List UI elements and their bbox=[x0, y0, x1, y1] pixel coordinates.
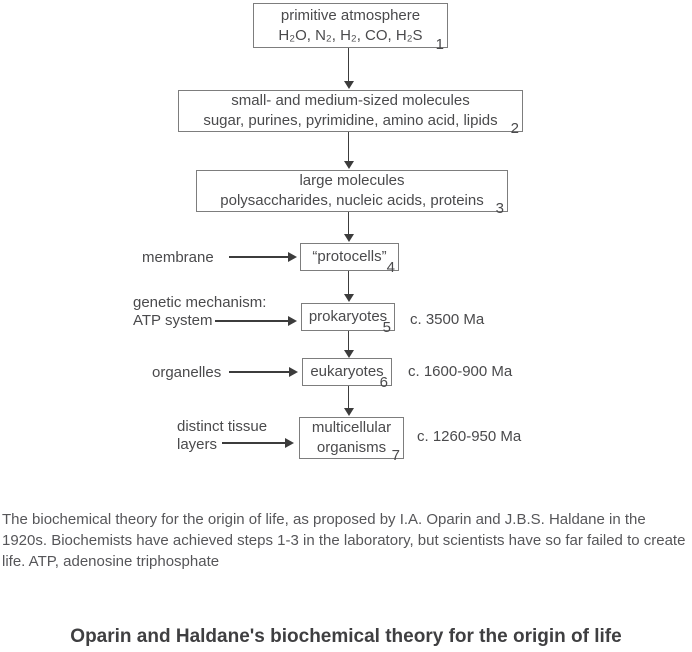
down-arrow-connector-5 bbox=[348, 331, 349, 350]
figure-title: Oparin and Haldane's biochemical theory for the origin of life bbox=[70, 626, 622, 647]
box-line: small- and medium-sized molecules bbox=[231, 92, 470, 109]
box-line: organisms bbox=[316, 439, 387, 456]
right-arrow-connector-tissue bbox=[222, 442, 285, 444]
down-arrow-connector-4 bbox=[348, 271, 349, 294]
box-line: prokaryotes bbox=[308, 308, 388, 325]
side-label-genetic-mechanism bbox=[133, 294, 266, 330]
flow-box-large-molecules bbox=[196, 170, 508, 217]
date-label-multicellular: c. 1260-950 Ma bbox=[417, 428, 522, 445]
box-line: large molecules bbox=[299, 172, 405, 189]
date-label-prokaryotes: c. 3500 Ma bbox=[410, 311, 485, 328]
flow-box-prokaryotes bbox=[301, 303, 395, 336]
date-label-eukaryotes: c. 1600-900 Ma bbox=[408, 363, 513, 380]
flow-box-protocells bbox=[300, 243, 399, 276]
down-arrow-connector-2 bbox=[348, 132, 349, 161]
right-arrow-connector-organelles bbox=[229, 371, 289, 373]
box-line-formula: H₂O, N₂, H₂, CO, H₂S bbox=[278, 26, 423, 44]
box-line: “protocells” bbox=[312, 248, 387, 265]
flow-box-small-medium-molecules bbox=[178, 90, 523, 137]
step-number-3: 3 bbox=[495, 200, 504, 217]
step-number-7: 7 bbox=[391, 447, 400, 464]
side-label-line: distinct tissue bbox=[177, 418, 268, 435]
side-label-line: ATP system bbox=[133, 312, 213, 329]
side-label-membrane: membrane bbox=[142, 249, 214, 266]
step-number-4: 4 bbox=[386, 259, 395, 276]
box-line: multicellular bbox=[311, 419, 392, 436]
flow-box-multicellular-organisms bbox=[299, 417, 404, 464]
flow-box-primitive-atmosphere bbox=[253, 3, 448, 53]
box-line: sugar, purines, pyrimidine, amino acid, lipids bbox=[203, 112, 498, 129]
step-number-5: 5 bbox=[382, 319, 391, 336]
figure-caption: The biochemical theory for the origin of life, as proposed by I.A. Oparin and J.B.S. Haldane in the 1920s. Biochemists have achieved steps 1-3 in the laboratory, but scientists have so far failed to create life. ATP, adenosine triphosphate bbox=[2, 511, 686, 570]
right-arrow-connector-atp bbox=[215, 320, 288, 322]
step-number-2: 2 bbox=[510, 120, 519, 137]
down-arrow-connector-3 bbox=[348, 212, 349, 234]
side-label-organelles: organelles bbox=[152, 364, 222, 381]
down-arrow-connector-6 bbox=[348, 386, 349, 408]
side-label-line: genetic mechanism: bbox=[133, 294, 267, 311]
flow-box-eukaryotes bbox=[302, 358, 392, 391]
step-number-1: 1 bbox=[435, 36, 444, 53]
step-number-6: 6 bbox=[379, 374, 388, 391]
down-arrow-connector-1 bbox=[348, 48, 349, 81]
box-line: polysaccharides, nucleic acids, proteins bbox=[220, 192, 484, 209]
side-label-distinct-tissue-layers bbox=[177, 418, 267, 454]
box-line: primitive atmosphere bbox=[280, 6, 421, 24]
right-arrow-connector-membrane bbox=[229, 256, 288, 258]
box-line: eukaryotes bbox=[310, 363, 384, 380]
side-label-line: layers bbox=[177, 436, 218, 453]
